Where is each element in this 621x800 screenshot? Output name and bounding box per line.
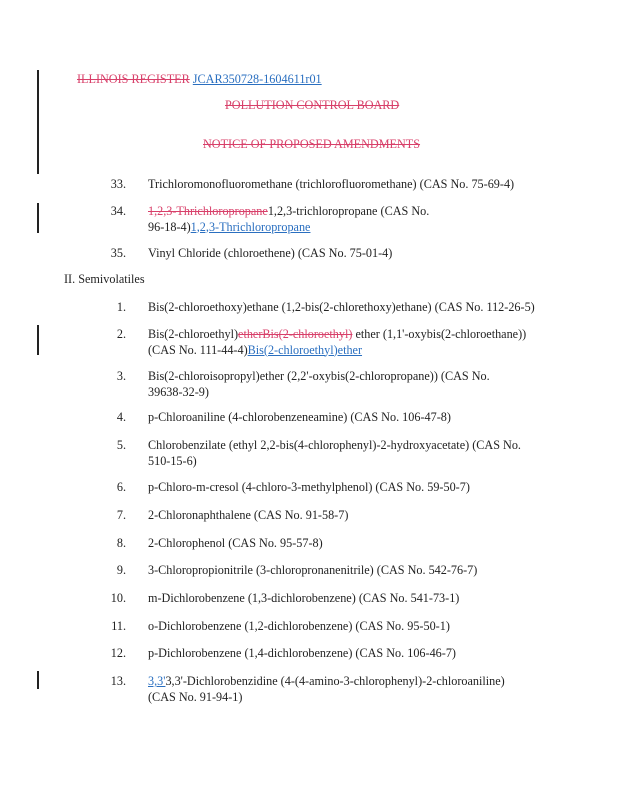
item-text: o-Dichlorobenzene (1,2-dichlorobenzene) (CAS No. 95-50-1) bbox=[148, 619, 450, 633]
item-text: m-Dichlorobenzene (1,3-dichlorobenzene) (CAS No. 541-73-1) bbox=[148, 591, 460, 605]
item-text: Bis(2-chloroisopropyl)ether (2,2'-oxybis(2-chloropropane)) (CAS No. 39638-32-9) bbox=[148, 369, 490, 399]
item-text: p-Chloro-m-cresol (4-chloro-3-methylphenol) (CAS No. 59-50-7) bbox=[148, 480, 470, 494]
item-number: 11. bbox=[111, 619, 126, 633]
change-bar bbox=[37, 671, 39, 689]
board-title: POLLUTION CONTROL BOARD bbox=[225, 98, 400, 112]
section-heading: II. Semivolatiles bbox=[64, 272, 145, 286]
change-bar bbox=[37, 203, 39, 233]
item-text: 1,2,3-Thrichloropropane1,2,3-trichloropropane (CAS No. 96-18-4)1,2,3-Thrichloropropane bbox=[148, 204, 430, 234]
item-number: 6. bbox=[116, 480, 126, 494]
item-text: 3,3'3,3'-Dichlorobenzidine (4-(4-amino-3-chlorophenyl)-2-chloroaniline) (CAS No. 91-94-1) bbox=[148, 674, 505, 704]
item-number: 4. bbox=[116, 410, 126, 424]
item-number: 10. bbox=[110, 591, 126, 605]
item-text: 3-Chloropropionitrile (3-chloropronanenitrile) (CAS No. 542-76-7) bbox=[148, 563, 478, 577]
item-number: 35. bbox=[110, 246, 126, 260]
notice-title: NOTICE OF PROPOSED AMENDMENTS bbox=[203, 137, 421, 151]
item-number: 7. bbox=[116, 508, 126, 522]
item-number: 34. bbox=[110, 204, 126, 218]
item-number: 5. bbox=[116, 438, 126, 452]
item-text: 2-Chloronaphthalene (CAS No. 91-58-7) bbox=[148, 508, 349, 522]
item-number: 13. bbox=[110, 674, 126, 688]
deleted-register-name: ILLINOIS REGISTER bbox=[77, 72, 190, 86]
item-number: 1. bbox=[116, 300, 126, 314]
inserted-text: Bis(2-chloroethyl)ether bbox=[247, 342, 363, 357]
item-number: 33. bbox=[110, 177, 126, 191]
item-text: p-Dichlorobenzene (1,4-dichlorobenzene) (CAS No. 106-46-7) bbox=[148, 646, 456, 660]
item-text: Chlorobenzilate (ethyl 2,2-bis(4-chlorophenyl)-2-hydroxyacetate) (CAS No. 510-15-6) bbox=[148, 438, 521, 468]
item-number: 8. bbox=[116, 536, 126, 550]
item-text: Trichloromonofluoromethane (trichlorofluoromethane) (CAS No. 75-69-4) bbox=[148, 177, 515, 191]
deleted-text: etherBis(2-chloroethyl) bbox=[238, 327, 353, 341]
item-text: p-Chloroaniline (4-chlorobenzeneamine) (CAS No. 106-47-8) bbox=[148, 410, 451, 424]
item-text: Vinyl Chloride (chloroethene) (CAS No. 75-01-4) bbox=[148, 246, 393, 260]
deleted-text: 1,2,3-Thrichloropropane bbox=[148, 204, 268, 218]
change-bar bbox=[37, 325, 39, 355]
item-number: 12. bbox=[110, 646, 126, 660]
inserted-text: 1,2,3-Thrichloropropane bbox=[190, 219, 311, 234]
inserted-text: 3,3' bbox=[148, 674, 166, 688]
item-number: 2. bbox=[116, 327, 126, 341]
inserted-register-code: JCAR350728-1604611r01 bbox=[192, 72, 322, 86]
register-header bbox=[77, 72, 322, 86]
change-bar bbox=[37, 70, 39, 174]
item-text: 2-Chlorophenol (CAS No. 95-57-8) bbox=[148, 536, 323, 550]
item-text: Bis(2-chloroethoxy)ethane (1,2-bis(2-chlorethoxy)ethane) (CAS No. 112-26-5) bbox=[148, 300, 535, 314]
item-text: Bis(2-chloroethyl)etherBis(2-chloroethyl) ether (1,1'-oxybis(2-chloroethane)) (CAS No. 111-44-4)Bis(2-chloroethyl)ether bbox=[148, 327, 527, 357]
item-number: 3. bbox=[116, 369, 126, 383]
item-number: 9. bbox=[116, 563, 126, 577]
